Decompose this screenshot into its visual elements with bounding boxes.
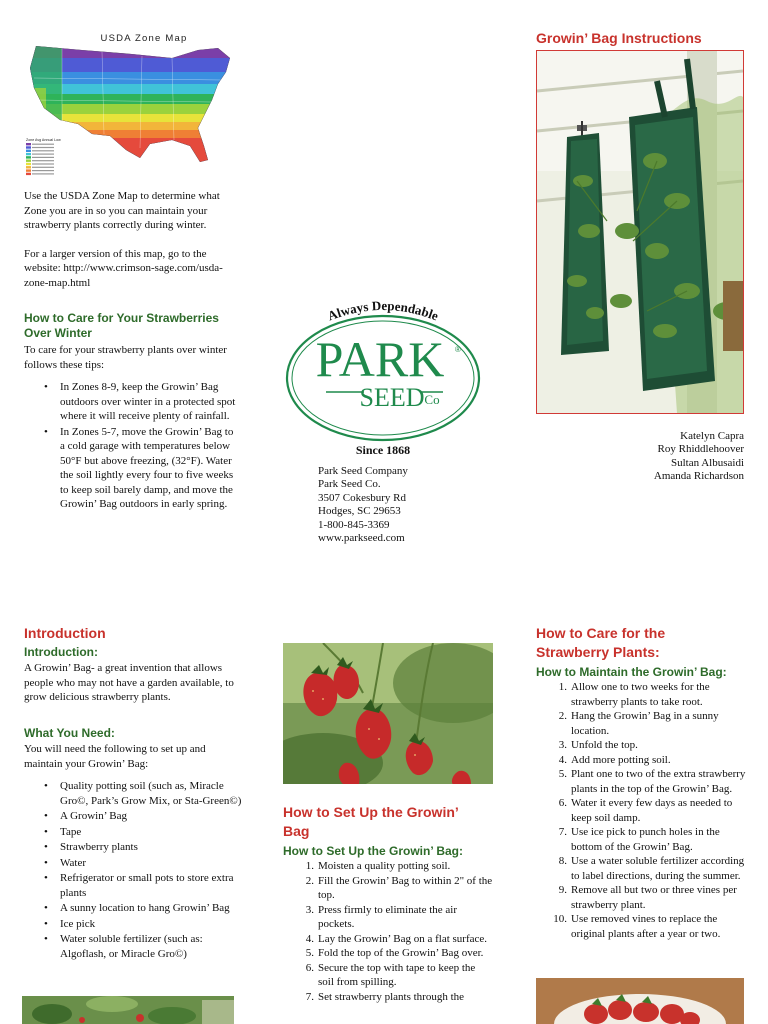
- care-steps-list: [536, 680, 748, 941]
- what-you-need-intro: You will need the following to set up and maintain your Growin’ Bag:: [24, 743, 206, 770]
- introduction-heading: Introduction: [24, 625, 106, 641]
- company-phone: 1-800-845-3369: [318, 518, 390, 531]
- company-name: Park Seed Company: [318, 465, 408, 477]
- what-you-need-heading: What You Need:: [24, 726, 115, 740]
- list-item: • Tape: [24, 825, 244, 840]
- introduction-subheading: Introduction:: [24, 645, 98, 659]
- usda-zone-map: [22, 28, 236, 178]
- list-item: 5. Plant one to two of the extra strawberry plants in the top of the Growin’ Bag.: [558, 768, 746, 795]
- list-item: 7. Use ice pick to punch holes in the bottom of the Growin’ Bag.: [558, 826, 720, 853]
- list-item: 8. Use a water soluble fertilizer according to label directions, during the summer.: [558, 855, 745, 882]
- list-item: • Strawberry plants: [24, 840, 244, 855]
- author-name: Sultan Albusaidi: [670, 456, 744, 469]
- strawberry-bowl-photo: [536, 978, 744, 1024]
- company-city: Hodges, SC 29653: [318, 505, 401, 518]
- logo-registered-mark: ®: [455, 345, 461, 354]
- zone-map-link-text: For a larger version of this map, go to the website: http://www.crimson-sage.com/usda-zone-map.html: [24, 247, 223, 289]
- list-item: 3. Press firmly to eliminate the air pockets.: [305, 903, 457, 930]
- list-item: 6. Water it every few days as needed to keep soil damp.: [558, 797, 733, 824]
- setup-steps-list: [283, 859, 493, 1004]
- author-name: Roy Rhiddlehoover: [657, 443, 744, 456]
- care-heading: How to Care for the Strawberry Plants:: [536, 625, 666, 660]
- list-item: • In Zones 5-7, move the Growin’ Bag to a cold garage with temperatures below 50°F but above freezing, (32°F). Water the soil lightly every four to five weeks to keep soil barely damp, and move the Growin’ Bag outdoors in early spring.: [24, 425, 240, 512]
- list-item: • Refrigerator or small pots to store extra plants: [24, 871, 244, 900]
- author-name: Amanda Richardson: [653, 470, 744, 483]
- winter-tips-list: [24, 380, 240, 512]
- list-item: 3. Unfold the top.: [558, 739, 638, 751]
- list-item: 7. Set strawberry plants through the: [305, 990, 465, 1003]
- strawberry-photo: [283, 643, 493, 784]
- list-item: • In Zones 8-9, keep the Growin’ Bag outdoors over winter in a protected spot where it will receive plenty of rainfall.: [24, 380, 240, 424]
- list-item: 4. Add more potting soil.: [558, 753, 671, 766]
- list-item: • Water soluble fertilizer (such as: Algoflash, or Miracle Gro©): [24, 932, 244, 961]
- map-title: USDA Zone Map: [100, 33, 188, 44]
- list-item: 2. Hang the Growin’ Bag in a sunny location.: [558, 710, 719, 737]
- company-short-name: Park Seed Co.: [318, 478, 381, 491]
- list-item: • Water: [24, 856, 244, 871]
- logo-seed: SEED: [359, 383, 425, 412]
- company-address: [318, 465, 478, 545]
- growin-bag-photo: [536, 50, 744, 414]
- setup-subheading: How to Set Up the Growin’ Bag:: [283, 844, 463, 858]
- list-item: 2. Fill the Growin’ Bag to within 2" of the top.: [305, 874, 493, 901]
- list-item: • A Growin’ Bag: [24, 809, 244, 824]
- logo-park: PARK: [315, 331, 445, 387]
- list-item: 10. Use removed vines to replace the original plants after a year or two.: [553, 913, 721, 940]
- map-legend: [26, 143, 54, 175]
- logo-co: Co: [424, 392, 440, 407]
- author-name: Katelyn Capra: [680, 430, 744, 442]
- list-item: 1. Moisten a quality potting soil.: [305, 860, 451, 872]
- care-subheading: How to Maintain the Growin’ Bag:: [536, 665, 727, 679]
- list-item: • A sunny location to hang Growin’ Bag: [24, 901, 244, 916]
- list-item: 6. Secure the top with tape to keep the soil from spilling.: [305, 961, 476, 988]
- company-website: www.parkseed.com: [318, 532, 405, 545]
- supplies-list: [24, 779, 244, 961]
- list-item: 4. Lay the Growin’ Bag on a flat surface.: [305, 932, 488, 945]
- setup-heading: How to Set Up the Growin’ Bag: [283, 804, 458, 839]
- brochure-title: Growin’ Bag Instructions: [536, 30, 702, 46]
- map-legend-title: Zone Avg Annual Low: [26, 138, 61, 142]
- park-seed-logo: [280, 292, 486, 458]
- author-list: [560, 430, 744, 484]
- logo-tagline: Always Dependable: [325, 297, 441, 324]
- zone-map-instructions: Use the USDA Zone Map to determine what Zone you are in so you can maintain your strawberry plants correctly during winter.: [24, 190, 220, 231]
- logo-since: Since 1868: [355, 443, 411, 457]
- list-item: • Quality potting soil (such as, Miracle Gro©, Park’s Grow Mix, or Sta-Green©): [24, 779, 244, 808]
- winter-care-heading: How to Care for Your Strawberries Over Winter: [24, 311, 219, 340]
- introduction-text: A Growin’ Bag- a great invention that allows people who may not have a garden available, to grow delicious strawberry plants.: [24, 662, 234, 703]
- list-item: 9. Remove all but two or three vines per strawberry plant.: [558, 884, 737, 911]
- garden-photo: [22, 996, 234, 1024]
- winter-care-intro: To care for your strawberry plants over winter follows these tips:: [24, 344, 227, 371]
- company-street: 3507 Cokesbury Rd: [318, 491, 406, 504]
- list-item: • Ice pick: [24, 917, 244, 932]
- list-item: 1. Allow one to two weeks for the strawberry plants to take root.: [558, 681, 710, 708]
- list-item: 5. Fold the top of the Growin’ Bag over.: [305, 947, 484, 959]
